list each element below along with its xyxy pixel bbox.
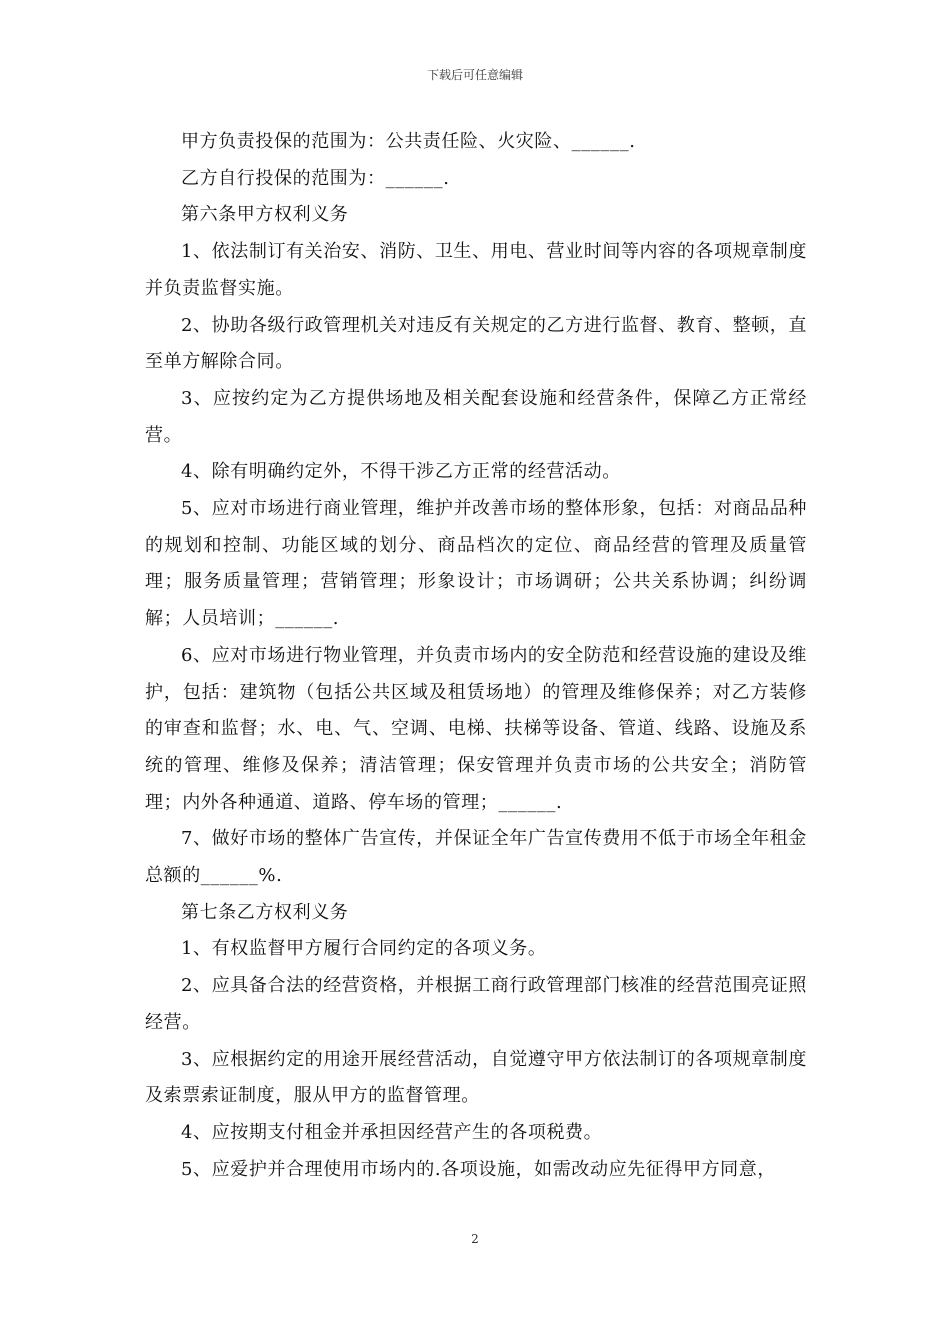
paragraph-article-6-item-7: 7、做好市场的整体广告宣传，并保证全年广告宣传费用不低于市场全年租金总额的______%. bbox=[145, 828, 807, 887]
paragraph-article-7-item-1: 1、有权监督甲方履行合同约定的各项义务。 bbox=[181, 938, 547, 960]
paragraph-article-7-item-3: 3、应根据约定的用途开展经营活动，自觉遵守甲方依法制订的各项规章制度及索票索证制度，服从甲方的监督管理。 bbox=[145, 1048, 807, 1107]
paragraph-article-7-item-4: 4、应按期支付租金并承担因经营产生的各项税费。 bbox=[181, 1121, 603, 1143]
paragraph-article-6-item-4: 4、除有明确约定外，不得干涉乙方正常的经营活动。 bbox=[181, 461, 621, 483]
document-body bbox=[145, 124, 807, 1188]
paragraph-article-6-item-6: 6、应对市场进行物业管理，并负责市场内的安全防范和经营设施的建设及维护，包括：建筑物（包括公共区域及租赁场地）的管理及维修保养；对乙方装修的审查和监督；水、电、气、空调、电梯、扶梯等设备、管道、线路、设施及系统的管理、维修及保养；清洁管理；保安管理并负责市场的公共安全；消防管理；内外各种通道、道路、停车场的管理；______. bbox=[145, 644, 807, 813]
page-header-note: 下载后可任意编辑 bbox=[426, 68, 523, 82]
paragraph-article-7-item-2: 2、应具备合法的经营资格，并根据工商行政管理部门核准的经营范围亮证照经营。 bbox=[145, 975, 807, 1033]
paragraph-article-7-item-5: 5、应爱护并合理使用市场内的.各项设施，如需改动应先征得甲方同意， bbox=[181, 1158, 776, 1180]
section-heading-article-7: 第七条乙方权利义务 bbox=[181, 901, 349, 923]
paragraph-article-6-item-3: 3、应按约定为乙方提供场地及相关配套设施和经营条件，保障乙方正常经营。 bbox=[145, 387, 807, 446]
paragraph-insurance-party-b: 乙方自行投保的范围为：______. bbox=[181, 167, 450, 189]
paragraph-article-6-item-1: 1、依法制订有关治安、消防、卫生、用电、营业时间等内容的各项规章制度并负责监督实施。 bbox=[145, 241, 807, 299]
page-number: 2 bbox=[471, 1232, 479, 1246]
paragraph-article-6-item-2: 2、协助各级行政管理机关对违反有关规定的乙方进行监督、教育、整顿，直至单方解除合同。 bbox=[145, 314, 807, 373]
paragraph-article-6-item-5: 5、应对市场进行商业管理，维护并改善市场的整体形象，包括：对商品品种的规划和控制、功能区域的划分、商品档次的定位、商品经营的管理及质量管理；服务质量管理；营销管理；形象设计；市场调研；公共关系协调；纠纷调解；人员培训；______. bbox=[145, 498, 807, 630]
paragraph-insurance-party-a: 甲方负责投保的范围为：公共责任险、火灾险、______. bbox=[181, 131, 636, 152]
section-heading-article-6: 第六条甲方权利义务 bbox=[181, 204, 349, 226]
